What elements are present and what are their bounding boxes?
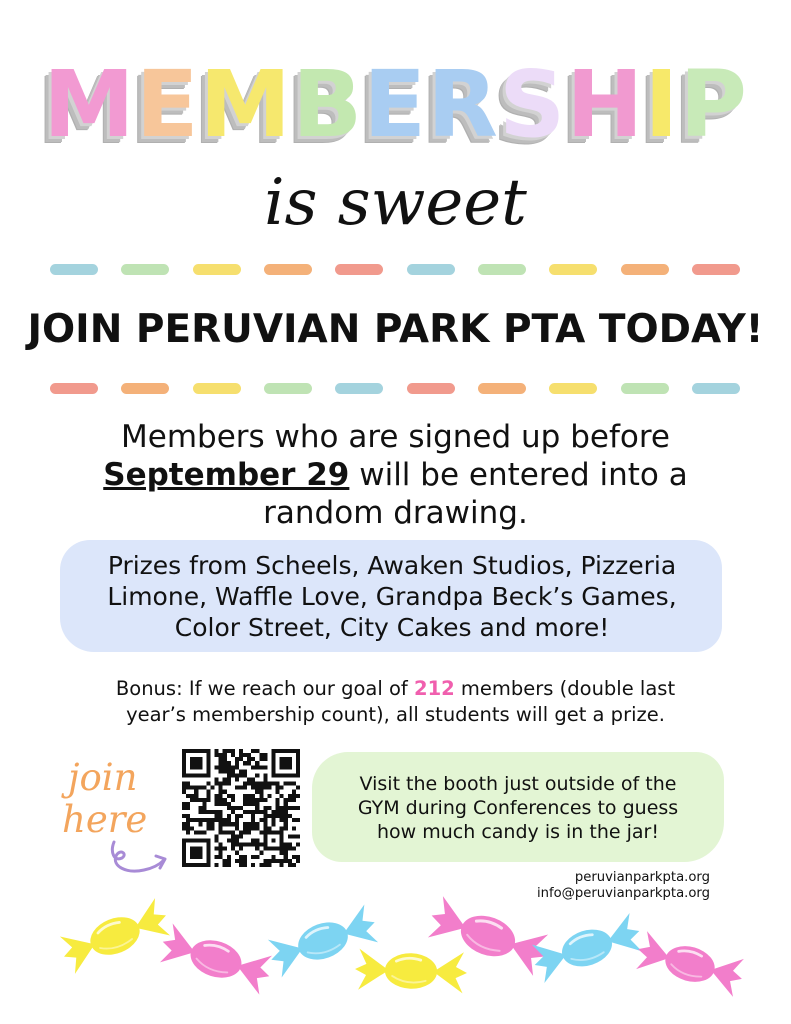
- prizes-line-1: Prizes from Scheels, Awaken Studios, Pizzeria: [107, 551, 677, 580]
- title-letter: H: [566, 51, 645, 158]
- bonus-pre: Bonus: If we reach our goal of: [115, 677, 414, 700]
- curly-arrow-icon: [100, 838, 172, 882]
- goal-number: 212: [414, 677, 455, 700]
- divider-dash: [621, 383, 669, 394]
- dashed-divider-bottom: [50, 383, 740, 395]
- bonus-line-1: [45, 676, 746, 702]
- headline: JOIN PERUVIAN PARK PTA TODAY!: [27, 307, 764, 352]
- visit-booth-text: [322, 772, 714, 844]
- title-letter: B: [292, 51, 364, 158]
- deadline-date: September 29: [103, 457, 350, 493]
- visit-line-3: how much candy is in the jar!: [377, 821, 659, 843]
- divider-dash: [692, 383, 740, 394]
- membership-title: [0, 50, 791, 160]
- divider-dash: [335, 383, 383, 394]
- title-letter: E: [363, 51, 428, 158]
- divider-dash: [478, 264, 526, 275]
- visit-line-1: Visit the booth just outside of the: [359, 773, 677, 795]
- website-link[interactable]: peruvianparkpta.org: [574, 870, 710, 885]
- divider-dash: [121, 383, 169, 394]
- prizes-line-3: Color Street, City Cakes and more!: [174, 613, 610, 642]
- divider-dash: [193, 264, 241, 275]
- divider-dash: [621, 264, 669, 275]
- members-line-1: Members who are signed up before: [121, 419, 670, 455]
- divider-dash: [264, 264, 312, 275]
- qr-code-icon[interactable]: [180, 749, 302, 867]
- divider-dash: [50, 383, 98, 394]
- members-line-3: random drawing.: [263, 495, 528, 531]
- title-letter: M: [43, 51, 136, 158]
- members-drawing-text: [40, 418, 751, 532]
- bonus-post: members (double last: [454, 677, 676, 700]
- prizes-text: [72, 550, 712, 643]
- members-line-2-rest: will be entered into a: [349, 457, 688, 493]
- title-letter: M: [199, 51, 293, 158]
- title-letter: I: [644, 51, 680, 158]
- divider-dash: [549, 383, 597, 394]
- divider-dash: [549, 264, 597, 275]
- divider-dash: [407, 383, 455, 394]
- divider-dash: [50, 264, 98, 275]
- join-word: join: [68, 756, 138, 799]
- divider-dash: [193, 383, 241, 394]
- title-letter: S: [498, 51, 567, 158]
- here-word: here: [62, 798, 148, 841]
- join-here-label: [62, 757, 172, 841]
- bonus-line-2: year’s membership count), all students will get a prize.: [126, 703, 665, 726]
- candy-pink-1-icon: [151, 907, 280, 1012]
- divider-dash: [264, 383, 312, 394]
- email-link[interactable]: info@peruvianparkpta.org: [536, 886, 710, 901]
- divider-dash: [692, 264, 740, 275]
- title-letter: E: [135, 51, 200, 158]
- subtitle: is sweet: [264, 166, 527, 240]
- candy-pink-3-icon: [628, 915, 752, 1014]
- dashed-divider-top: [50, 264, 740, 276]
- bonus-text: [45, 676, 746, 728]
- title-letter: R: [427, 51, 499, 158]
- title-letter: P: [679, 51, 748, 158]
- divider-dash: [335, 264, 383, 275]
- members-line-2: [40, 456, 751, 494]
- prizes-line-2: Limone, Waffle Love, Grandpa Beck’s Games,: [107, 582, 677, 611]
- divider-dash: [478, 383, 526, 394]
- divider-dash: [121, 264, 169, 275]
- visit-line-2: GYM during Conferences to guess: [357, 797, 679, 819]
- divider-dash: [407, 264, 455, 275]
